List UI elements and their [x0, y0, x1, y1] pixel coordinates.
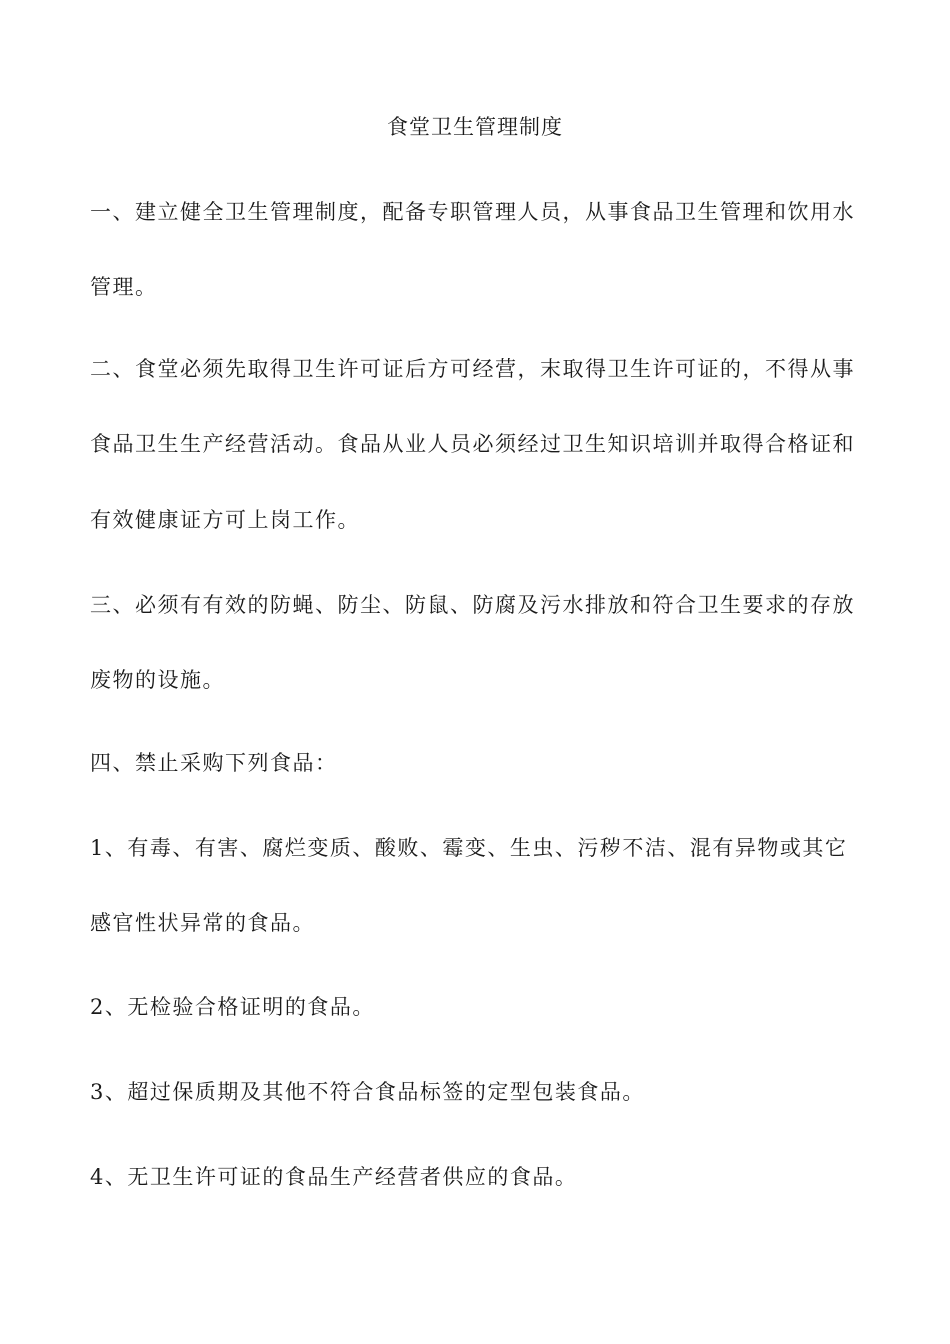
list-item-1-line-1: 1、有毒、有害、腐烂变质、酸败、霉变、生虫、污秽不洁、混有异物或其它	[90, 836, 848, 860]
paragraph-4-heading: 四、禁止采购下列食品：	[90, 751, 338, 775]
list-item-4: 4、无卫生许可证的食品生产经营者供应的食品。	[90, 1165, 578, 1189]
list-item-2: 2、无检验合格证明的食品。	[90, 995, 375, 1019]
paragraph-1-line-1: 一、建立健全卫生管理制度，配备专职管理人员，从事食品卫生管理和饮用水	[90, 200, 855, 224]
document-title: 食堂卫生管理制度	[387, 115, 563, 139]
paragraph-2-line-1: 二、食堂必须先取得卫生许可证后方可经营，末取得卫生许可证的，不得从事	[90, 357, 855, 381]
paragraph-3-line-1: 三、必须有有效的防蝇、防尘、防鼠、防腐及污水排放和符合卫生要求的存放	[90, 593, 855, 617]
paragraph-3-line-2: 废物的设施。	[90, 668, 225, 692]
paragraph-2-line-3: 有效健康证方可上岗工作。	[90, 508, 360, 532]
list-item-3: 3、超过保质期及其他不符合食品标签的定型包装食品。	[90, 1080, 645, 1104]
paragraph-1-line-2: 管理。	[90, 275, 158, 299]
paragraph-2-line-2: 食品卫生生产经营活动。食品从业人员必须经过卫生知识培训并取得合格证和	[90, 432, 855, 456]
list-item-1-line-2: 感官性状异常的食品。	[90, 911, 315, 935]
